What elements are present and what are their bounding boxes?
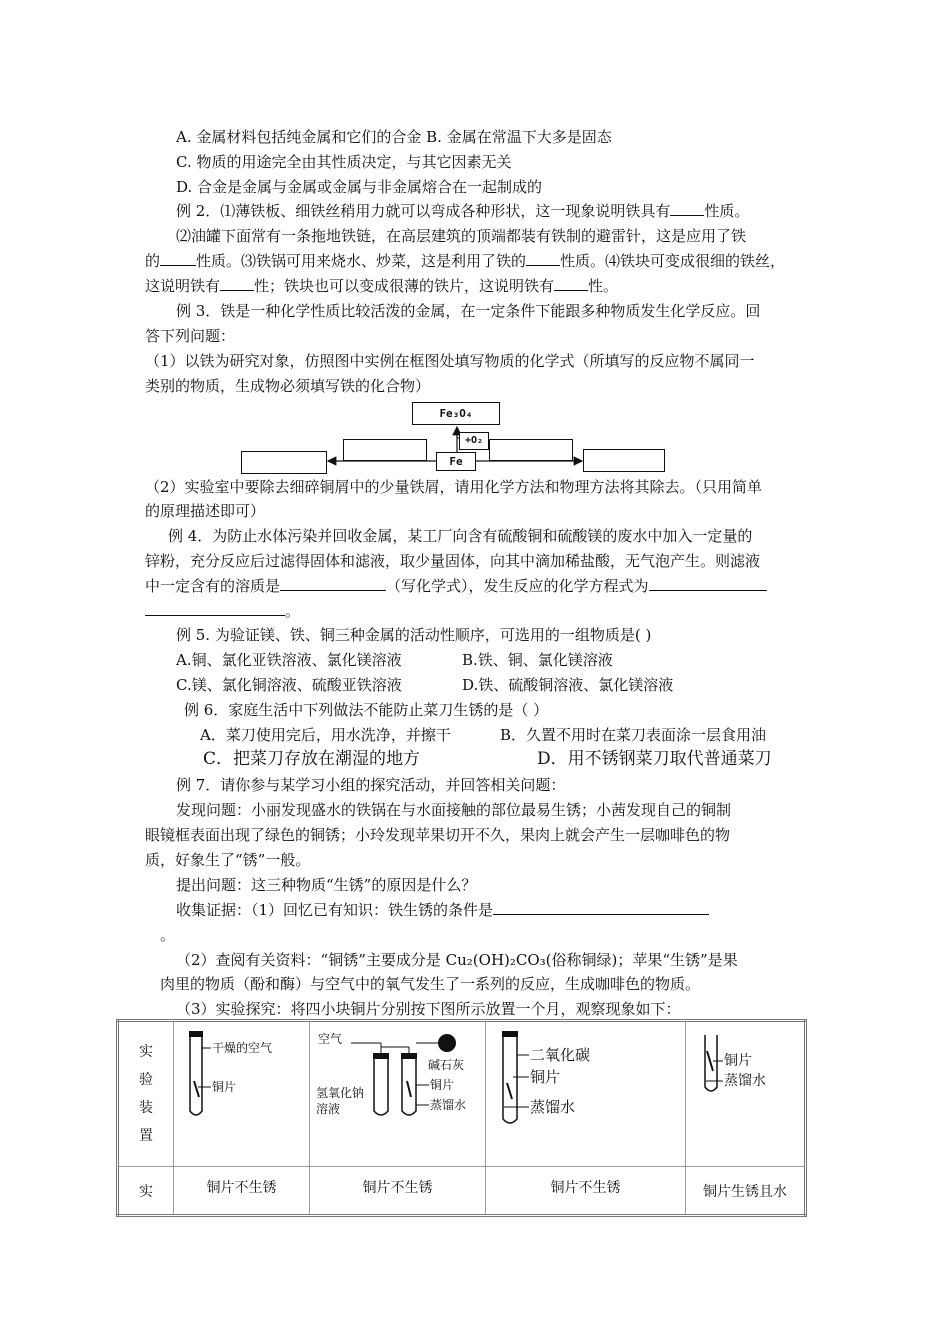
answer-blank[interactable] [670, 201, 704, 216]
answer-blank[interactable] [160, 251, 196, 266]
option-a-b: A. 金属材料包括纯金属和它们的合金 B. 金属在常温下大多是固态 [176, 128, 612, 146]
example-7-line-3: 质，好象生了“锈”一般。 [145, 851, 311, 869]
ex2-text-c2: 性质。⑶铁锅可用来烧水、炒菜，这是利用了铁的 [196, 252, 527, 270]
reactant-box-right[interactable] [489, 439, 573, 461]
answer-blank[interactable] [145, 601, 285, 616]
reactant-box-left[interactable] [343, 439, 427, 461]
ex2-text-d3: 性。 [588, 277, 619, 295]
header-char: 装 [139, 1100, 153, 1116]
example-7-line-8: 肉里的物质（酚和酶）与空气中的氧气发生了一系列的反应，生成咖啡色的物质。 [160, 975, 701, 993]
option-d: D. 合金是金属与金属或金属与非金属熔合在一起制成的 [176, 178, 543, 196]
example-3-part-2-line-1: （2）实验室中要除去细碎铜屑中的少量铁屑，请用化学方法和物理方法将其除去。（只用简单 [145, 478, 763, 496]
fe3o4-label: Fe₃O₄ [439, 407, 473, 420]
soda-lime-label: 碱石灰 [428, 1058, 465, 1072]
example-7-line-6: 。 [160, 926, 176, 944]
answer-blank[interactable] [554, 276, 588, 291]
dry-air-label: 干燥的空气 [212, 1041, 273, 1055]
example-6-option-b: B．久置不用时在菜刀表面涂一层食用油 [500, 726, 767, 744]
answer-blank[interactable] [280, 576, 386, 591]
result-header-cell: 实 [118, 1167, 174, 1216]
fe-center-box [436, 452, 476, 471]
header-char: 实 [139, 1044, 153, 1060]
example-7-line-4: 提出问题：这三种物质“生锈”的原因是什么？ [176, 876, 477, 894]
ex7-text-e: 收集证据：（1）回忆已有知识：铁生锈的条件是 [176, 901, 494, 919]
ex4-text-d: 。 [285, 602, 301, 620]
product-box-left[interactable] [241, 451, 327, 474]
distilled-water-label: 蒸馏水 [430, 1098, 467, 1112]
ex2-text-d2: 性；铁块也可以变成很薄的铁片，这说明铁有 [254, 277, 555, 295]
example-5-option-b: B.铁、铜、氯化镁溶液 [462, 651, 613, 669]
result-cell-4: 铜片生锈且水 [686, 1167, 806, 1216]
header-char: 置 [139, 1128, 153, 1144]
answer-blank[interactable] [526, 251, 560, 266]
ex4-text-c1: 中一定含有的溶质是 [145, 577, 281, 595]
ex2-text-a-end: 性质。 [704, 202, 750, 220]
example-7-line-1: 发现问题：小丽发现盛水的铁锅在与水面接触的部位最易生锈；小茜发现自己的铜制 [176, 801, 732, 819]
example-4-line-4 [145, 601, 300, 621]
example-6-option-d: D．用不锈钢菜刀取代普通菜刀 [537, 749, 772, 769]
example-6-option-c: C．把菜刀存放在潮湿的地方 [203, 749, 421, 769]
copper-label: 铜片 [212, 1080, 237, 1094]
ex2-text-d1: 这说明铁有 [145, 277, 221, 295]
co2-label: 二氧化碳 [530, 1046, 591, 1064]
o2-label-box [459, 432, 489, 450]
ex2-text-a: 例 2．⑴薄铁板、细铁丝稍用力就可以弯成各种形状，这一现象说明铁具有 [176, 202, 671, 220]
example-5-option-c: C.镁、氯化铜溶液、硫酸亚铁溶液 [176, 676, 402, 694]
example-3-line-4: 类别的物质，生成物必须填写铁的化合物） [145, 377, 431, 395]
answer-blank[interactable] [220, 276, 254, 291]
example-2-line-2: ⑵油罐下面常有一条拖地铁链，在高层建筑的顶端都装有铁制的避雷针，这是应用了铁 [176, 227, 747, 245]
apparatus-2 [310, 1021, 486, 1167]
apparatus-row [118, 1021, 806, 1167]
result-row [118, 1167, 806, 1216]
air-label: 空气 [318, 1032, 343, 1046]
example-3-line-2: 答下列问题： [145, 327, 236, 345]
product-box-fe3o4 [412, 402, 500, 425]
example-7-line-2: 眼镜框表面出现了绿色的铜锈；小玲发现苹果切开不久，果肉上就会产生一层咖啡色的物 [145, 826, 731, 844]
header-char: 验 [139, 1072, 153, 1088]
example-3-part-2-line-2: 的原理描述即可） [145, 502, 266, 520]
apparatus-1 [174, 1021, 310, 1167]
example-4-line-1: 例 4．为防止水体污染并回收金属，某工厂向含有硫酸铜和硫酸镁的废水中加入一定量的 [168, 527, 753, 545]
distilled-water-label: 蒸馏水 [530, 1098, 576, 1116]
result-cell-3: 铜片不生锈 [486, 1167, 686, 1216]
example-2-line-3 [145, 251, 785, 271]
naoh-label: 氢氧化钠 [316, 1086, 365, 1100]
example-3-line-1: 例 3．铁是一种化学性质比较活泼的金属，在一定条件下能跟多种物质发生化学反应。回 [176, 302, 761, 320]
apparatus-4 [686, 1021, 806, 1167]
example-4-line-3 [145, 576, 767, 596]
copper-label: 铜片 [430, 1078, 455, 1092]
example-6-question: 例 6．家庭生活中下列做法不能防止菜刀生锈的是（ ） [184, 701, 549, 719]
example-4-line-2: 锌粉，充分反应后过滤得固体和滤液，取少量固体，向其中滴加稀盐酸，无气泡产生。则滤液 [145, 552, 761, 570]
result-cell-2: 铜片不生锈 [310, 1167, 486, 1216]
experiment-table [116, 1019, 807, 1217]
result-cell-1: 铜片不生锈 [174, 1167, 310, 1216]
o2-label: +O₂ [464, 435, 484, 446]
example-5-option-a: A.铜、氯化亚铁溶液、氯化镁溶液 [176, 651, 402, 669]
apparatus-header-cell [118, 1021, 174, 1167]
distilled-water-label: 蒸馏水 [724, 1073, 766, 1089]
ex2-text-c3: 性质。⑷铁块可变成很细的铁丝， [560, 252, 786, 270]
example-2-line-4 [145, 276, 618, 296]
example-7-line-5 [176, 900, 709, 920]
test-tube-water-icon [687, 1023, 803, 1165]
example-5-question: 例 5. 为验证镁、铁、铜三种金属的活动性顺序，可选用的一组物质是( ) [176, 626, 652, 644]
apparatus-3 [486, 1021, 686, 1167]
example-2-line-1 [176, 201, 749, 221]
example-5-option-d: D.铁、硫酸铜溶液、氯化镁溶液 [462, 676, 674, 694]
example-7-line-7: （2）查阅有关资料：“铜锈”主要成分是 Cu₂(OH)₂CO₃(俗称铜绿)；苹果“生锈”是果 [176, 951, 738, 969]
ex2-text-c1: 的 [145, 252, 161, 270]
copper-label: 铜片 [530, 1068, 561, 1086]
example-7-question: 例 7．请你参与某学习小组的探究活动，并回答相关问题： [176, 776, 566, 794]
product-box-right[interactable] [583, 449, 665, 472]
answer-blank[interactable] [493, 900, 709, 915]
example-6-option-a: A．菜刀使用完后，用水洗净，并擦干 [200, 726, 451, 744]
fe-label: Fe [449, 455, 463, 468]
example-7-line-9: （3）实验探究：将四小块铜片分别按下图所示放置一个月，观察现象如下： [176, 1000, 681, 1018]
answer-blank[interactable] [649, 576, 767, 591]
example-3-line-3: （1）以铁为研究对象，仿照图中实例在框图处填写物质的化学式（所填写的反应物不属同一 [145, 352, 755, 370]
copper-label: 铜片 [724, 1053, 752, 1069]
ex4-text-c2: （写化学式），发生反应的化学方程式为 [386, 577, 649, 595]
option-c: C. 物质的用途完全由其性质决定，与其它因素无关 [176, 153, 512, 171]
solution-label: 溶液 [316, 1102, 341, 1116]
